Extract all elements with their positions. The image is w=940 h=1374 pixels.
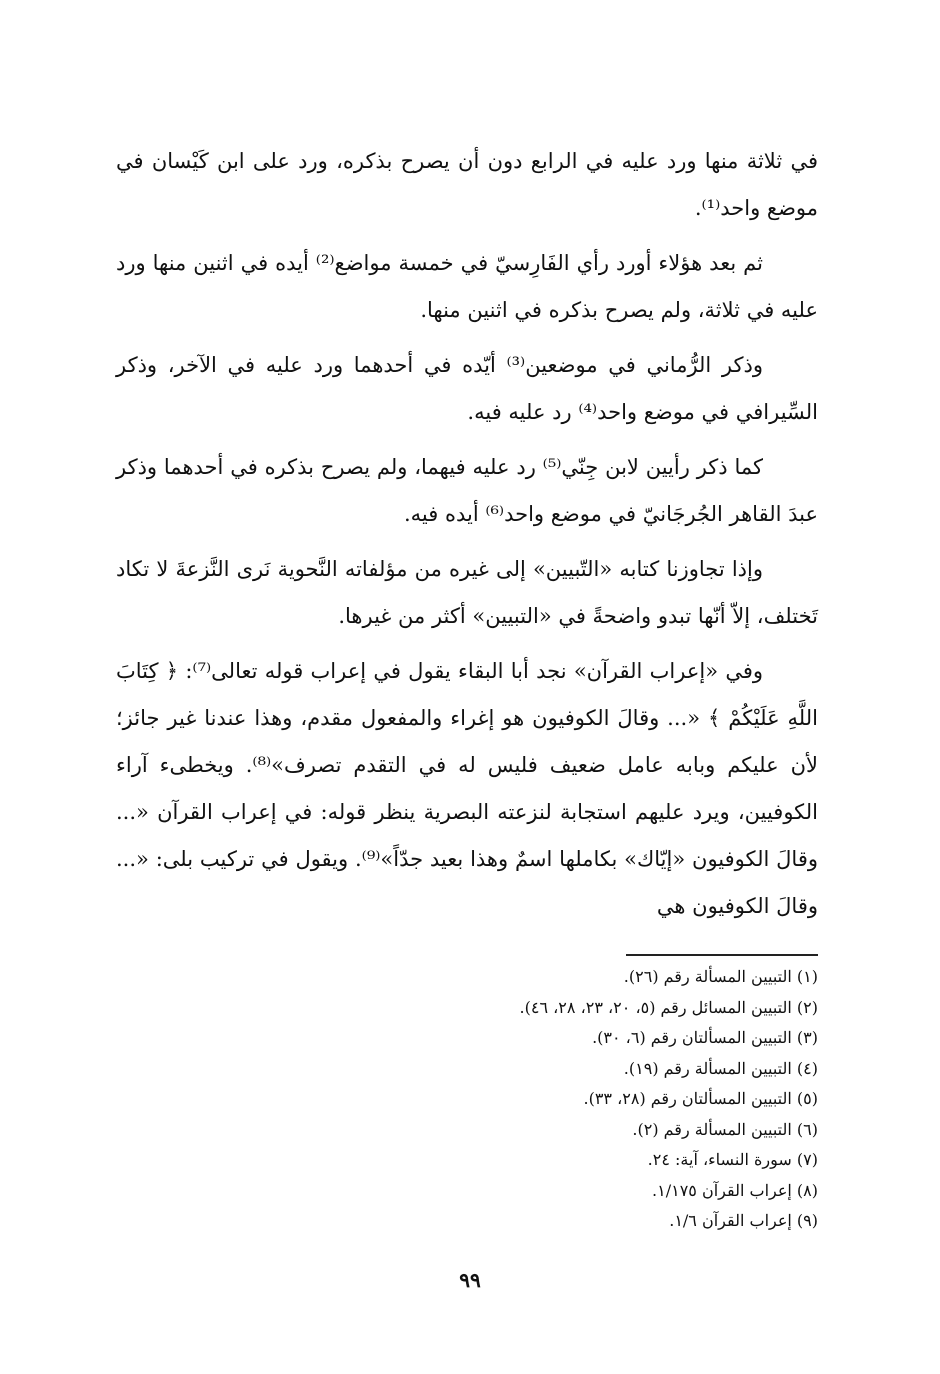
footnote-4: (٤) التبيين المسألة رقم (١٩). — [623, 1058, 818, 1078]
paragraph-5: وإذا تجاوزنا كتابه «التّبيين» إلى غيره من مؤلفاته النَّحوية نَرى النَّزعةَ لا تكاد تَختلف، إلاّ أنّها تبدو واضحةً في «التبيين» أكثر من غيرها. — [116, 557, 818, 628]
paragraph-1: في ثلاثة منها ورد عليه في الرابع دون أن يصرح بذكره، ورد على ابن كَيْسان في موضع واحد⁽¹⁾. — [116, 149, 818, 220]
footnote-8: (٨) إعراب القرآن ١/١٧٥. — [652, 1180, 818, 1200]
page-number: ٩٩ — [459, 1268, 481, 1292]
paragraph-4: كما ذكر رأيين لابن جِنّي⁽⁵⁾ رد عليه فيهما، ولم يصرح بذكره في أحدهما وذكر عبدَ القاهر الجُرجَانيّ في موضع واحد⁽⁶⁾ أيده فيه. — [116, 455, 818, 526]
footnote-3: (٣) التبيين المسألتان رقم (٦، ٣٠). — [592, 1028, 818, 1047]
main-text — [116, 138, 818, 938]
paragraph-6: وفي «إعراب القرآن» نجد أبا البقاء يقول في إعراب قوله تعالى⁽⁷⁾: ﴿ كِتَابَ اللَّهِ عَلَيْكُمْ ﴾ «... وقالَ الكوفيون هو إغراء والمفعول مقدم، وهذا عندنا غير جائز؛ لأن عليكم وبابه عامل ضعيف فليس له في التقدم تصرف»⁽⁸⁾. ويخطىء آراء الكوفيين، ويرد عليهم استجابة لنزعته البصرية ينظر قوله: في إعراب القرآن «... وقالَ الكوفيون «إيّاك» بكاملها اسمٌ وهذا بعيد جدّاً»⁽⁹⁾. ويقول في تركيب بلى: «... وقالَ الكوفيون هي — [116, 659, 819, 918]
footnote-6: (٦) التبيين المسألة رقم (٢). — [632, 1119, 818, 1139]
footnote-divider — [626, 954, 818, 956]
paragraph-2: ثم بعد هؤلاء أورد رأي الفَارِسيّ في خمسة مواضع⁽²⁾ أيده في اثنين منها ورد عليه في ثلاثة، ولم يصرح بذكره في اثنين منها. — [116, 251, 818, 322]
footnote-2: (٢) التبيين المسائل رقم (٥، ٢٠، ٢٣، ٢٨، ٤٦). — [519, 997, 818, 1017]
footnote-9: (٩) إعراب القرآن ١/٦. — [669, 1211, 818, 1230]
footnote-1: (١) التبيين المسألة رقم (٢٦). — [623, 967, 818, 986]
footnote-7: (٧) سورة النساء، آية: ٢٤. — [647, 1150, 818, 1169]
footnote-5: (٥) التبيين المسألتان رقم (٢٨، ٣٣). — [583, 1089, 818, 1108]
footnotes — [300, 962, 818, 1237]
paragraph-3: وذكر الرُّماني في موضعين⁽³⁾ أيّده في أحدهما ورد عليه في الآخر، وذكر السِّيرافي في موضع واحد⁽⁴⁾ رد عليه فيه. — [116, 353, 818, 424]
